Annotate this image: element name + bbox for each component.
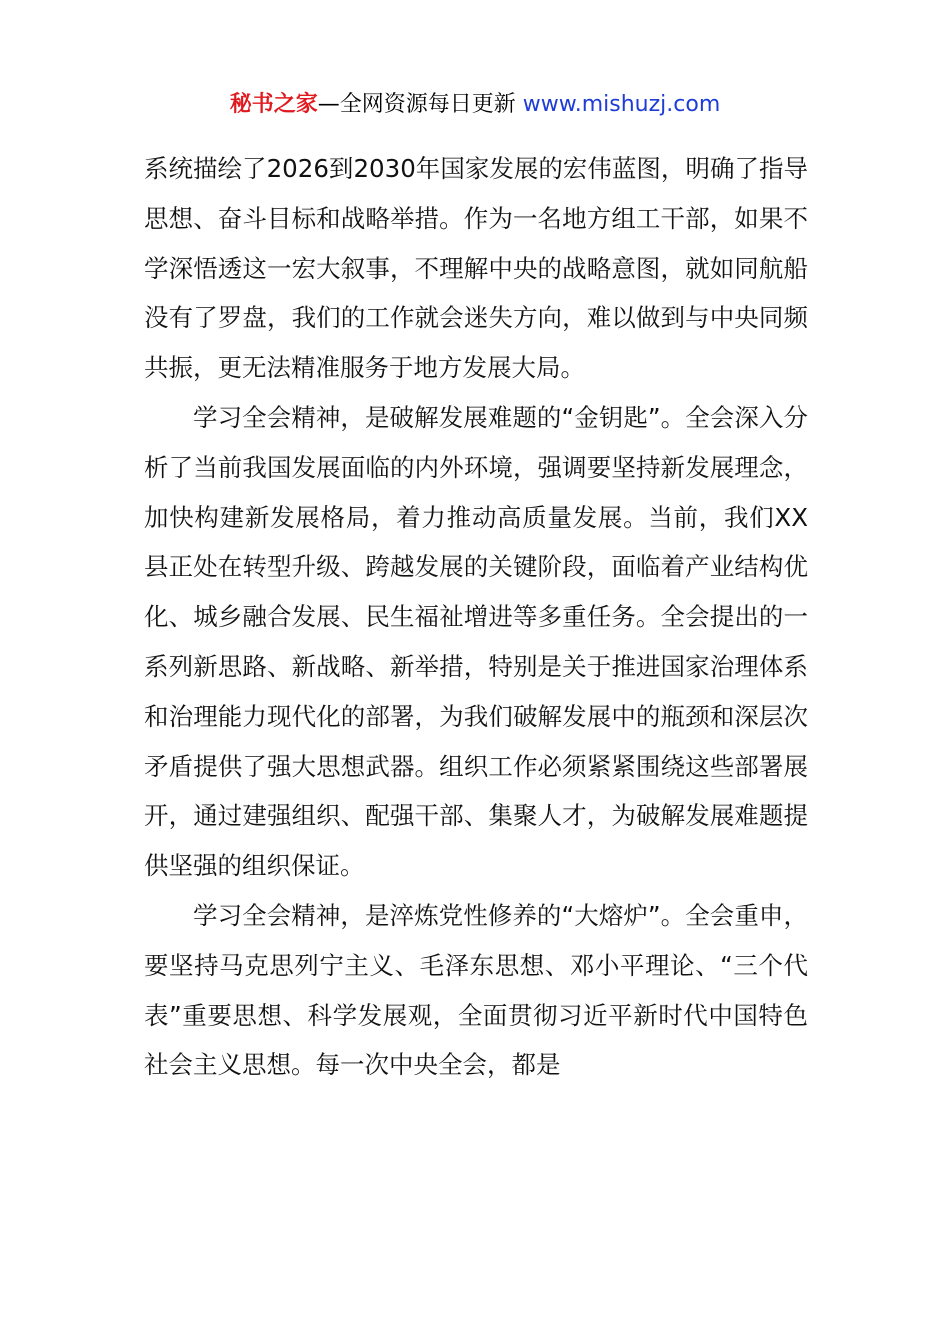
- header-tagline: —全网资源每日更新: [317, 92, 523, 117]
- brand-name: 秘书之家: [229, 92, 318, 117]
- paragraph-golden-key: 学习全会精神，是破解发展难题的“金钥匙”。全会深入分析了当前我国发展面临的内外环境，强调要坚持新发展理念，加快构建新发展格局，着力推动高质量发展。当前，我们XX县正处在转型升级、跨越发展的关键阶段，面临着产业结构优化、城乡融合发展、民生福祉增进等多重任务。全会提出的一系列新思路、新战略、新举措，特别是关于推进国家治理体系和治理能力现代化的部署，为我们破解发展中的瓶颈和深层次矛盾提供了强大思想武器。组织工作必须紧紧围绕这些部署展开，通过建强组织、配强干部、集聚人才，为破解发展难题提供坚强的组织保证。: [144, 402, 808, 881]
- document-body: [144, 144, 808, 1090]
- paragraph-party-spirit: 学习全会精神，是淬炼党性修养的“大熔炉”。全会重申，要坚持马克思列宁主义、毛泽东思想、邓小平理论、“三个代表”重要思想、科学发展观，全面贯彻习近平新时代中国特色社会主义思想。每一次中央全会，都是: [144, 900, 808, 1080]
- paragraph-continuation: 系统描绘了2026到2030年国家发展的宏伟蓝图，明确了指导思想、奋斗目标和战略举措。作为一名地方组工干部，如果不学深悟透这一宏大叙事，不理解中央的战略意图，就如同航船没有了罗盘，我们的工作就会迷失方向，难以做到与中央同频共振，更无法精准服务于地方发展大局。: [144, 154, 808, 383]
- page-header: [0, 88, 950, 122]
- site-url-link[interactable]: www.mishuzj.com: [522, 92, 721, 117]
